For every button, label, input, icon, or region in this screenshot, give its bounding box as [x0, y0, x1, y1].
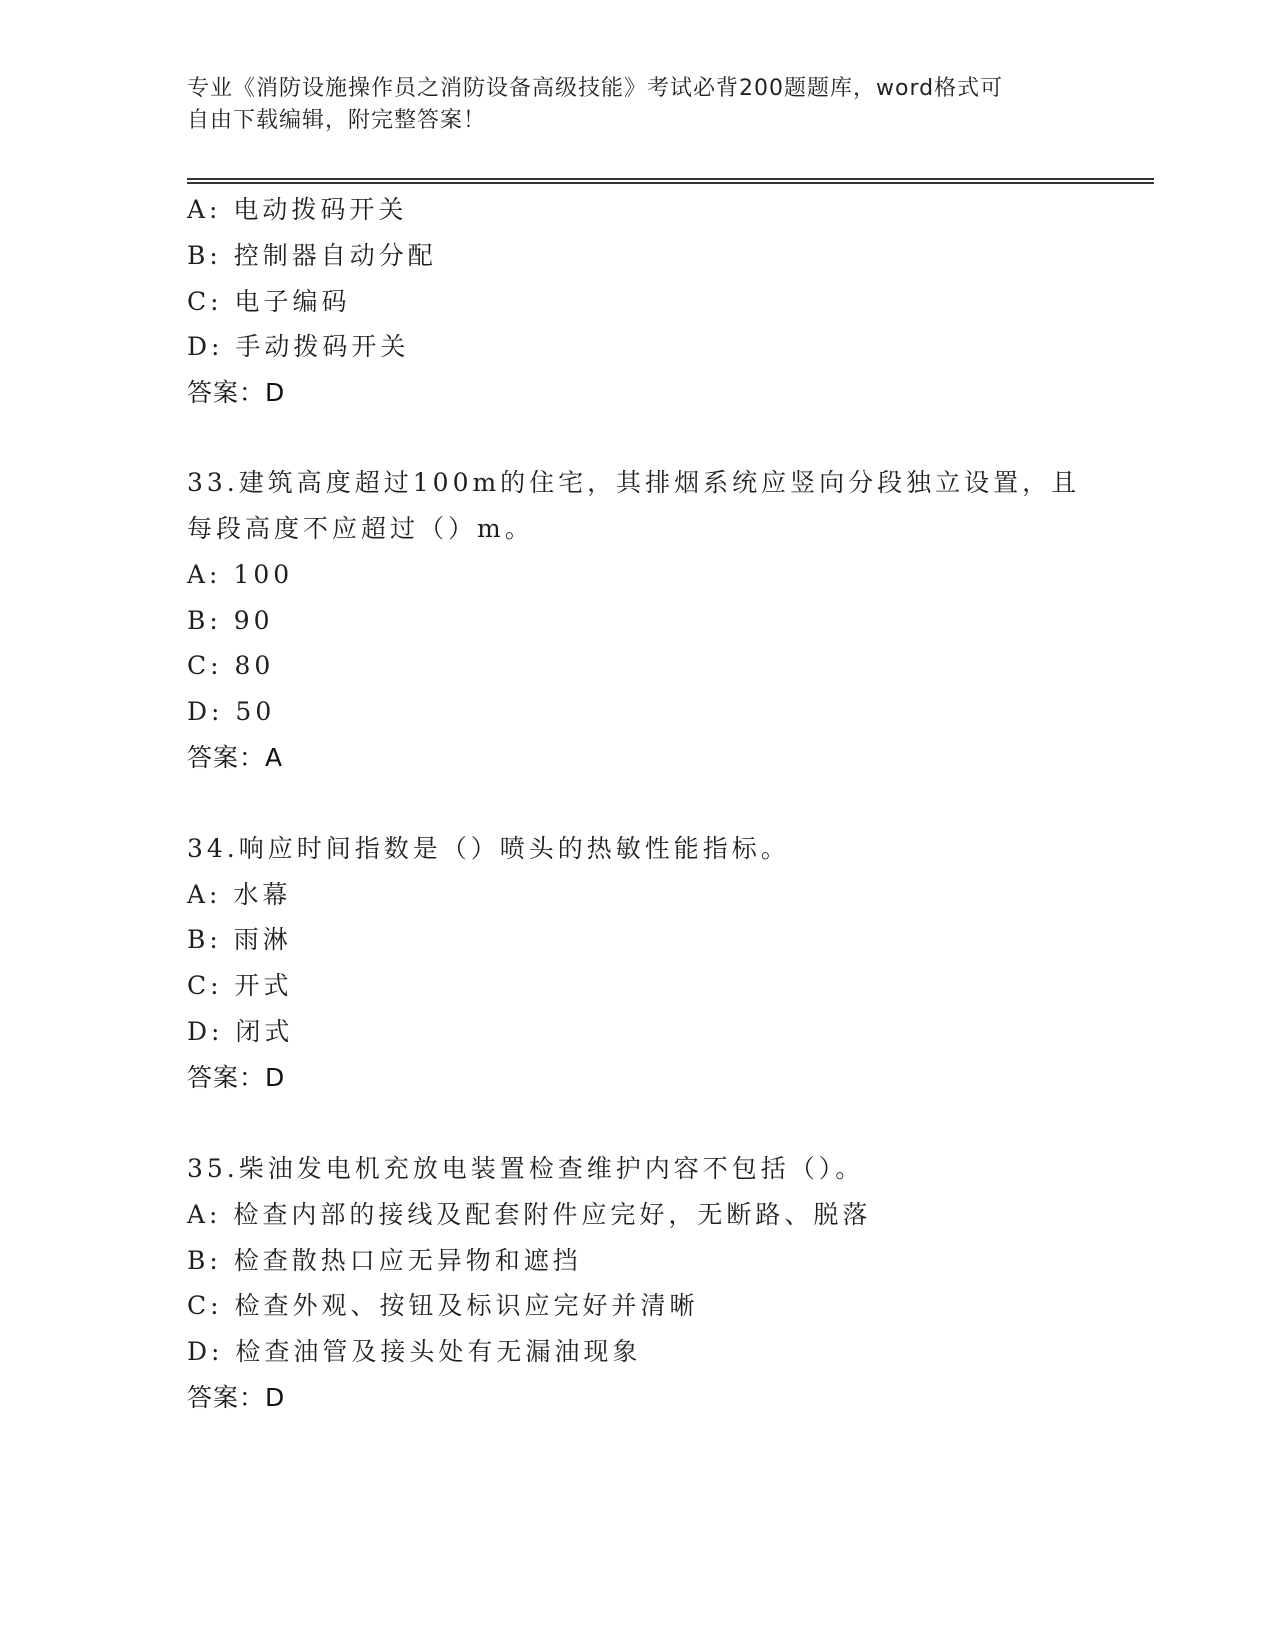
q35-option-a: A: 检查内部的接线及配套附件应完好，无断路、脱落: [187, 1200, 872, 1229]
prev-option-a: A: 电动拨码开关: [187, 195, 408, 224]
header-divider: [187, 178, 1154, 184]
q34-option-c: C: 开式: [187, 971, 293, 1000]
q35-option-d: D: 检查油管及接头处有无漏油现象: [187, 1337, 642, 1366]
q35-option-b: B: 检查散热口应无异物和遮挡: [187, 1246, 582, 1275]
q33-stem-line-1: 33.建筑高度超过100m的住宅，其排烟系统应竖向分段独立设置，且: [187, 468, 1081, 497]
q34-option-a: A: 水幕: [187, 880, 292, 909]
q35-option-c: C: 检查外观、按钮及标识应完好并清晰: [187, 1291, 699, 1320]
prev-option-c: C: 电子编码: [187, 287, 351, 316]
q33-option-d: D: 50: [187, 697, 276, 726]
q33-stem-line-2: 每段高度不应超过（）m。: [187, 514, 534, 543]
q35-answer: 答案：D: [187, 1383, 286, 1412]
header-line-2: 自由下载编辑，附完整答案！: [187, 108, 487, 133]
q34-option-b: B: 雨淋: [187, 925, 292, 954]
prev-option-d: D: 手动拨码开关: [187, 332, 410, 361]
header-line-1: 专业《消防设施操作员之消防设备高级技能》考试必背200题题库，word格式可: [187, 76, 1004, 101]
document-header: [187, 73, 1087, 137]
q34-option-d: D: 闭式: [187, 1017, 294, 1046]
q34-stem-line-1: 34.响应时间指数是（）喷头的热敏性能指标。: [187, 834, 790, 863]
prev-option-b: B: 控制器自动分配: [187, 241, 437, 270]
q34-answer: 答案：D: [187, 1063, 286, 1092]
prev-answer: 答案：D: [187, 378, 286, 407]
q33-answer: 答案：A: [187, 743, 284, 772]
q33-option-a: A: 100: [187, 560, 294, 589]
q33-option-b: B: 90: [187, 606, 274, 635]
q33-option-c: C: 80: [187, 651, 275, 680]
q35-stem-line-1: 35.柴油发电机充放电装置检查维护内容不包括（）。: [187, 1154, 865, 1183]
